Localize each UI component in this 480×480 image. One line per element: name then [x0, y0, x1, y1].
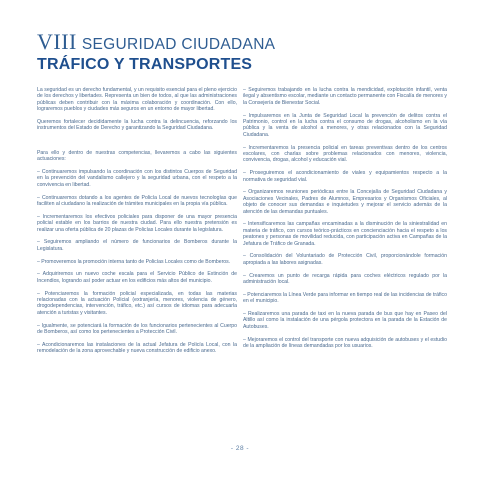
list-item: – Seguiremos trabajando en la lucha contra la mendicidad, explotación infantil, venta ilegal y absentismo escolar, mediante un contacto permanente con Fiscalía de menores y la Consejería de Bienestar Social. — [243, 87, 447, 106]
list-item: – Potenciaremos la formación policial especializada, en todas las materias relacionadas con la actuación Policial (extranjería, menores, violencia de género, drogodependencias, intervención, tráfico, etc.) así cursos de idiomas para adecuarla atención a turistas y visitantes. — [37, 290, 237, 316]
paragraph: Para ello y dentro de nuestras competencias, llevaremos a cabo las siguientes actuaciones: — [37, 149, 237, 163]
list-item: – Incrementaremos la presencia policial en tareas preventivas dentro de los centros escolares, con charlas sobre problemas relacionados con menores, violencia, convivencia, drogas, alcohol y educación vial. — [243, 144, 447, 164]
list-item: – Realizaremos una parada de taxi en la nueva parada de bus que hay en Paseo del Altillo así como la instalación de una pérgola protectora en la parada de la Estación de Autobuses. — [243, 311, 447, 330]
list-item: – Potenciaremos la Línea Verde para informar en tiempo real de las incidencias de tráfico en el municipio. — [243, 291, 447, 305]
list-item: – Incrementaremos los efectivos policiales para disponer de una mayor presencia policial estable en los barrios de nuestra ciudad. Para ello nuestra pretensión es realizar una oferta pública de 20 plazas de Policías Locales durante la legislatura. — [37, 213, 237, 233]
list-item: – Impulsaremos en la Junta de Seguridad Local la prevención de delitos contra el Patrimonio, control en la lucha contra el consumo de drogas, alcoholismo en la vía pública y la venta de alcohol a menores, y otras relacionados con la Seguridad Ciudadana. — [243, 112, 447, 138]
list-item: – Continuaremos impulsando la coordinación con los distintos Cuerpos de Seguridad en la prevención del vandalismo callejero y la seguridad urbana, con el respeto a la convivencia en libertad. — [37, 169, 237, 188]
section-subtitle: TRÁFICO Y TRANSPORTES — [37, 56, 253, 73]
list-item: – Mejoraremos el control del transporte con nueva adquisición de autobuses y el estudio de la ampliación de líneas demandadas por los usuarios. — [243, 336, 447, 350]
page-number: - 28 - — [230, 445, 250, 452]
paragraph: La seguridad es un derecho fundamental, y un requisito esencial para el pleno ejercicio de los derechos y libertades. Representa un bien de todos, al que las administraciones públicas deben contribuir con la máxima colaboración y coordinación. Con ello, lograremos pueblos y ciudades más seguros en un entorno de mayor libertad. — [37, 87, 237, 113]
list-item: – Consolidación del Voluntariado de Protección Civil, proporcionándole formación apropiada a las labores asignadas. — [243, 253, 447, 266]
list-item: – Acondicionaremos las instalaciones de la actual Jefatura de Policía Local, con la remodelación de la zona aprovechable y nueva construcción de edificio anexo. — [37, 341, 237, 355]
chapter-number: VIII — [37, 29, 77, 54]
list-item: – Proseguiremos el acondicionamiento de viales y equipamientos respecto a la normativa de seguridad vial. — [243, 170, 447, 183]
list-item: – Promoveremos la promoción interna tanto de Policías Locales como de Bomberos. — [37, 258, 231, 265]
list-item: – Continuaremos dotando a los agentes de Policía Local de nuevos tecnologías que faciliten al ciudadano la realización de trámites municipales en la propia vía pública. — [37, 194, 237, 208]
chapter-title — [37, 31, 457, 53]
left-column — [37, 87, 237, 355]
section-title: SEGURIDAD CIUDADANA — [81, 36, 276, 53]
list-item: – Crearemos un punto de recarga rápida para coches eléctricos regulado por la administración local. — [243, 272, 447, 286]
list-item: – Organizaremos reuniones periódicas entre la Concejalía de Seguridad Ciudadana y Asociaciones Vecinales, Padres de Alumnos, Empresarios y Organismos Oficiales, al objeto de conocer sus demandas e inquietudes y mejorar el servicio además de la atención de las demandas puntuales. — [243, 189, 447, 215]
chapter-heading — [37, 31, 457, 74]
list-item: – Adquiriremos un nuevo coche escala para el Servicio Público de Extinción de Incendios, logrando así poder actuar en los edificios más altos del municipio. — [37, 271, 237, 284]
right-column — [243, 87, 447, 350]
list-item: – Seguiremos ampliando el número de funcionarios de Bomberos durante la Legislatura. — [37, 239, 237, 252]
list-item: – Intensificaremos las campañas encaminadas a la disminución de la siniestralidad en materia de tráfico, con cursos teórico-prácticos en concienciación hacia el respeto a los peatones y personas de movilidad reducida, con participación activa en Campañas de la Jefatura de Tráfico de Granada. — [243, 221, 447, 247]
list-item: – Igualmente, se potenciará la formación de los funcionarios pertenecientes al Cuerpo de Bomberos, así como los pertenecientes a Protección Civil. — [37, 322, 237, 336]
paragraph: Queremos fortalecer decididamente la lucha contra la delincuencia, reforzando los instrumentos del Estado de Derecho y garantizando la Seguridad Ciudadana. — [37, 119, 237, 132]
